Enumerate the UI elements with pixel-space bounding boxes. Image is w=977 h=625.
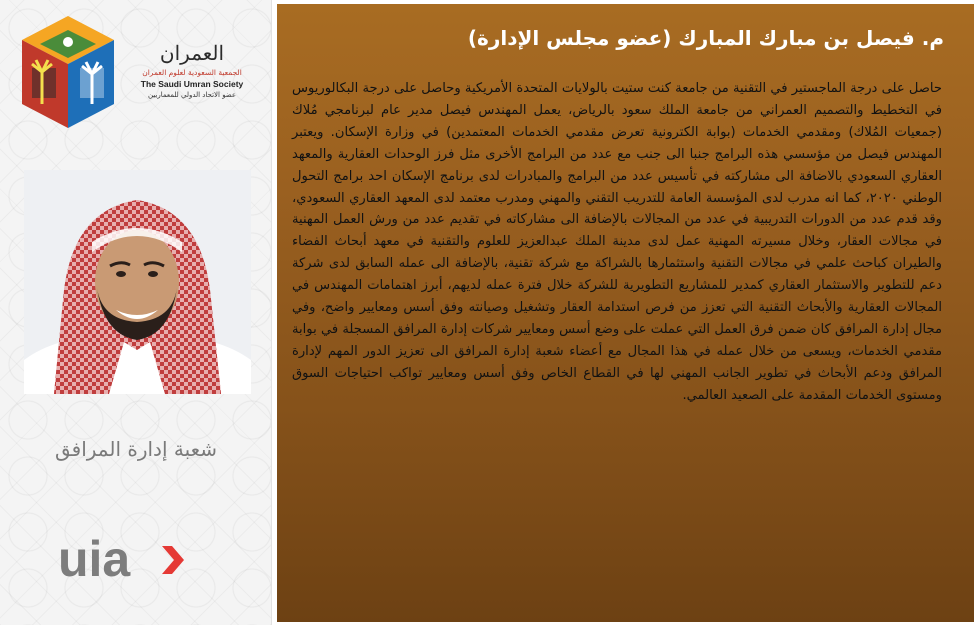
portrait-image	[24, 170, 251, 394]
logo-arabic-membership: عضو الاتحاد الدولي للمعماريين	[147, 91, 237, 99]
bio-panel	[277, 4, 974, 622]
profile-bio: حاصل على درجة الماجستير في التقنية من جامعة كنت ستيت بالولايات المتحدة الأمريكية وحاصل على درجة البكالوريوس في التخطيط والتصميم العمراني من جامعة الملك سعود بالرياض، يعمل المهندس فيصل مدير عام لبرنامجي مُلاك (جمعيات المُلاك) ومقدمي الخدمات (بوابة الكترونية تعرض مقدمي الخدمات المعتمدين) في وزارة الإسكان. ويعتبر المهندس فيصل من مؤسسي هذه البرامج جنبا الى جنب مع عدد من البرامج الأخرى مثل فرز الوحدات العقارية والمعهد العقاري السعودي بالاضافة الى مشاركته في تأسيس عدد من البرامج والمبادرات لدى برنامج الإسكان احد برامج التحول الوطني ٢٠٢٠، كما انه مدرب لدى المؤسسة العامة للتدريب التقني والمهني ومدرب معتمد لدى المعهد العقاري السعودي، وقد قدم عدد من الدورات التدريبية في عدد من المجالات بالإضافة الى مشاركاته في تقديم عدد من ورش العمل المهنية في مجالات العقار، وخلال مسيرته المهنية عمل لدى مدينة الملك عبدالعزيز للعلوم والتقنية في معهد أبحاث الفضاء والطيران كباحث علمي في مجالات التقنية واستثمارها بالشراكة مع شركة تقنية، بالإضافة الى عمله السابق لدى شركة دعم للتطوير والاستثمار العقاري كمدير للمشاريع التطويرية للشركة خلال فترة عمله لديهم، أبرز اهتمامات المهندس في المجالات العقارية والأبحاث التقنية التي تعزز من فرص استدامة العقار وتشغيل وصيانته وفق أسس ومعايير واضح، وفي مجال إدارة المرافق كان ضمن فرق العمل التي عملت على وضع أسس ومعايير شركات إدارة المرافق المسجلة في بوابة مقدمي الخدمات، ويسعى من خلال عمله في هذا المجال مع أعضاء شعبة إدارة المرافق الى تعزيز الدور المهم لإدارة المرافق ودعم الأبحاث في تطوير الجانب المهني لها في القطاع الخاص وفق أسس ومعايير تواكب احتياجات السوق ومستوى الخدمات المقدمة على الصعيد العالمي.	[292, 81, 943, 403]
sidebar	[0, 0, 272, 625]
saudi-umran-society-logo[interactable]	[18, 12, 268, 142]
cube-logo-icon	[18, 12, 118, 132]
logo-arabic-society: الجمعية السعودية لعلوم العمران	[142, 68, 242, 77]
logo-text-block	[122, 42, 262, 99]
uia-logo-icon[interactable]	[58, 530, 218, 586]
logo-english-name: The Saudi Umran Society	[140, 79, 244, 89]
profile-photo	[24, 170, 251, 394]
uia-logo-text: uia	[58, 531, 131, 586]
department-label: شعبة إدارة المرافق	[54, 437, 218, 461]
profile-title: م. فيصل بن مبارك المبارك (عضو مجلس الإدارة)	[467, 26, 944, 50]
logo-arabic-name: العمران	[159, 41, 225, 65]
